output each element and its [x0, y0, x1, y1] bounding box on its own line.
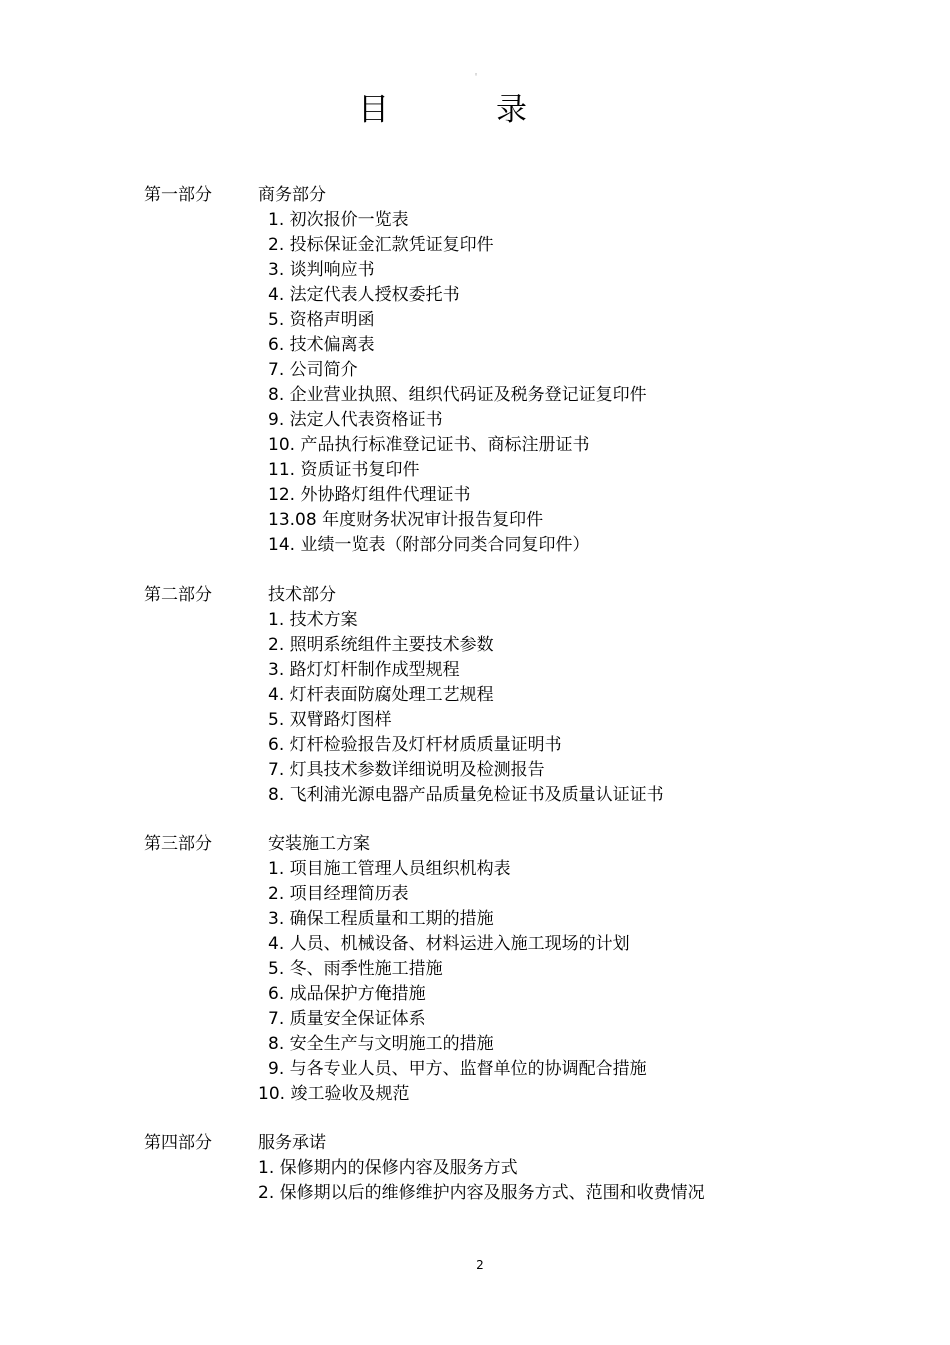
toc-item: 5. 资格声明函 [268, 310, 375, 330]
section-label: 第二部分 [144, 585, 212, 605]
section-label: 第三部分 [144, 834, 212, 854]
toc-item: 5. 冬、雨季性施工措施 [268, 959, 443, 979]
toc-item: 2. 照明系统组件主要技术参数 [268, 635, 494, 655]
section-title: 商务部分 [258, 185, 326, 205]
toc-item: 3. 确保工程质量和工期的措施 [268, 909, 494, 929]
toc-item: 3. 路灯灯杆制作成型规程 [268, 660, 460, 680]
toc-item: 10. 产品执行标准登记证书、商标注册证书 [268, 435, 590, 455]
toc-item: 7. 灯具技术参数详细说明及检测报告 [268, 760, 545, 780]
toc-item: 4. 灯杆表面防腐处理工艺规程 [268, 685, 494, 705]
page-number: 2 [476, 1258, 484, 1272]
header-mark: ◦ [474, 71, 479, 79]
toc-item: 1. 项目施工管理人员组织机构表 [268, 859, 511, 879]
title-char-1: 目 [358, 92, 389, 128]
toc-item: 9. 法定人代表资格证书 [268, 410, 443, 430]
toc-item: 2. 项目经理简历表 [268, 884, 409, 904]
section-label: 第一部分 [144, 185, 212, 205]
toc-item: 3. 谈判响应书 [268, 260, 375, 280]
section-title: 技术部分 [268, 585, 336, 605]
toc-item: 8. 安全生产与文明施工的措施 [268, 1034, 494, 1054]
toc-item: 8. 飞利浦光源电器产品质量免检证书及质量认证证书 [268, 785, 664, 805]
toc-item: 10. 竣工验收及规范 [258, 1084, 410, 1104]
toc-item: 14. 业绩一览表（附部分同类合同复印件） [268, 535, 590, 555]
toc-item: 4. 法定代表人授权委托书 [268, 285, 460, 305]
toc-item: 1. 技术方案 [268, 610, 358, 630]
title-char-2: 录 [496, 92, 527, 128]
page-title [0, 90, 950, 134]
toc-item: 13.08 年度财务状况审计报告复印件 [268, 510, 544, 530]
toc-item: 12. 外协路灯组件代理证书 [268, 485, 471, 505]
toc-item: 6. 灯杆检验报告及灯杆材质质量证明书 [268, 735, 562, 755]
toc-item: 6. 成品保护方俺措施 [268, 984, 426, 1004]
toc-item: 7. 质量安全保证体系 [268, 1009, 426, 1029]
toc-item: 11. 资质证书复印件 [268, 460, 420, 480]
toc-item: 9. 与各专业人员、甲方、监督单位的协调配合措施 [268, 1059, 647, 1079]
toc-item: 2. 保修期以后的维修维护内容及服务方式、范围和收费情况 [258, 1183, 705, 1203]
toc-item: 1. 初次报价一览表 [268, 210, 409, 230]
toc-item: 5. 双臂路灯图样 [268, 710, 392, 730]
toc-item: 7. 公司简介 [268, 360, 358, 380]
toc-item: 2. 投标保证金汇款凭证复印件 [268, 235, 494, 255]
section-title: 安装施工方案 [268, 834, 370, 854]
section-title: 服务承诺 [258, 1133, 326, 1153]
toc-item: 1. 保修期内的保修内容及服务方式 [258, 1158, 518, 1178]
toc-item: 8. 企业营业执照、组织代码证及税务登记证复印件 [268, 385, 647, 405]
section-label: 第四部分 [144, 1133, 212, 1153]
toc-item: 6. 技术偏离表 [268, 335, 375, 355]
toc-item: 4. 人员、机械设备、材料运进入施工现场的计划 [268, 934, 630, 954]
